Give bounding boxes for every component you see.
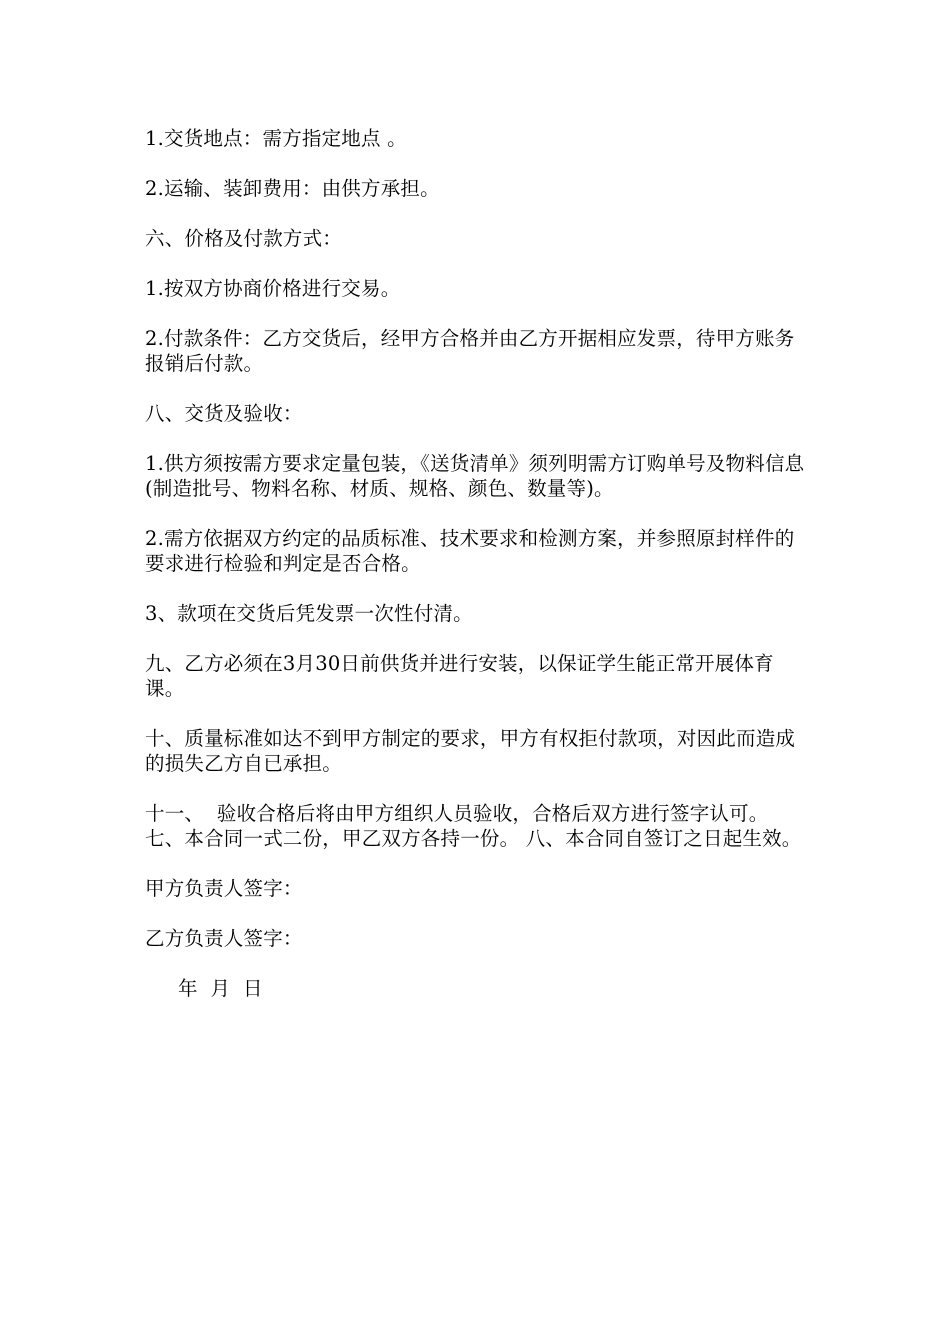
clause-packaging: 1.供方须按需方要求定量包装，《送货清单》须列明需方订购单号及物料信息(制造批号、物料名称、材质、规格、颜色、数量等)。 <box>145 452 805 500</box>
section-heading-delivery-acceptance: 八、交货及验收： <box>145 402 303 425</box>
clause-quality-standard: 十、质量标准如达不到甲方制定的要求，甲方有权拒付款项，对因此而造成的损失乙方自已承担。 <box>145 727 796 775</box>
section-heading-price-payment: 六、价格及付款方式： <box>145 227 343 250</box>
date-line: 年 月 日 <box>178 977 263 1000</box>
signature-party-b: 乙方负责人签字： <box>145 927 303 950</box>
clause-final-acceptance: 十一、 验收合格后将由甲方组织人员验收，合格后双方进行签字认可。 七、本合同一式二份，甲乙双方各持一份。 八、本合同自签订之日起生效。 <box>145 802 802 850</box>
clause-price: 1.按双方协商价格进行交易。 <box>145 277 401 300</box>
clause-delivery-location: 1.交货地点：需方指定地点 。 <box>145 127 407 150</box>
contract-body <box>145 126 807 1001</box>
signature-party-a: 甲方负责人签字： <box>145 877 303 900</box>
clause-payment-terms: 2.付款条件：乙方交货后，经甲方合格并由乙方开据相应发票，待甲方账务报销后付款。 <box>145 327 795 375</box>
clause-inspection: 2.需方依据双方约定的品质标准、技术要求和检测方案，并参照原封样件的要求进行检验和判定是否合格。 <box>145 527 795 575</box>
clause-payment-settlement: 3、款项在交货后凭发票一次性付清。 <box>145 602 473 625</box>
clause-transport-cost: 2.运输、装卸费用：由供方承担。 <box>145 177 440 200</box>
clause-supply-deadline: 九、乙方必须在3月30日前供货并进行安装，以保证学生能正常开展体育课。 <box>145 652 774 700</box>
